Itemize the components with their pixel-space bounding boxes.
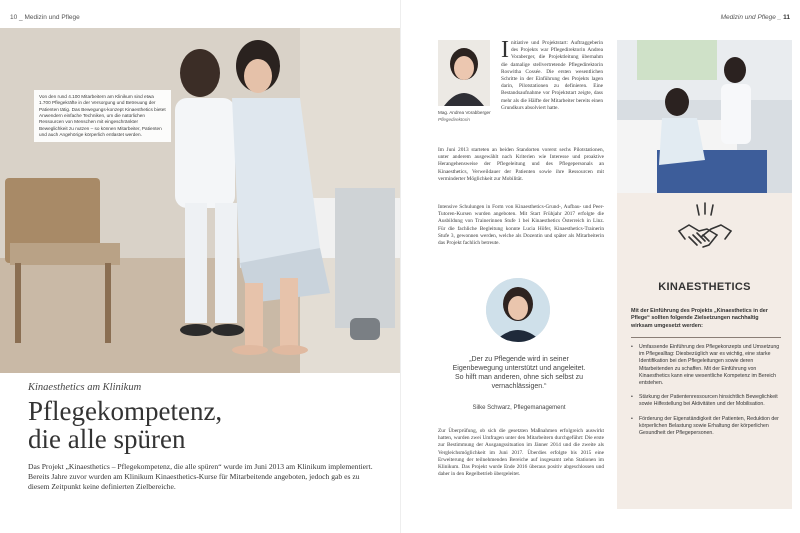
handshake-icon bbox=[677, 201, 733, 261]
goal-item: • Umfassende Einführung des Pflegekonzepts und Umsetzung im Pflegealltag: Diesbezüglich war es wichtig, eine starke Identifikation bei den Pflegeleitungen sowie deren Mitarbeitenden zu schaffen. Mit der Einführung von Kinaesthetics kann eine wesentliche Kompetenz im Bereich entstehen. bbox=[631, 344, 781, 387]
page-number-right: 11 bbox=[783, 14, 790, 21]
info-box-divider bbox=[631, 337, 781, 338]
headline-line-2: die alle spüren bbox=[28, 424, 186, 454]
intro-text: nitiative und Projektstart: Auftraggeberin des Projekts war Pflegedirektorin Andrea Voraberger, die Projektleitung übernahm die damalige stellvertretende Pflegedirektorin Roswitha Cossée. Die ersten wesentlichen Schritte in der Einführung des Projekts lagen darin, Pilotstationen zu definieren. Eine Bestandsaufnahme vor Projektstart zeigte, dass mehr als die Hälfte der Mitarbeiter bereits einen Grundkurs absolviert hatte. bbox=[501, 40, 603, 111]
info-box bbox=[617, 193, 792, 509]
info-box-intro: Mit der Einführung des Projekts „Kinaesthetics in der Pflege“ sollten folgende Zielsetzungen nachhaltig wirksam umgesetzt werden: bbox=[631, 308, 768, 329]
pull-quote: „Der zu Pflegende wird in seiner Eigenbewegung unterstützt und angeleitet. So hilft man anderen, ohne sich selbst zu vernachlässigen.“ bbox=[452, 356, 586, 390]
goal-item: • Förderung der Eigenständigkeit der Patienten, Reduktion der körperlichen Belastung sowie Erhaltung der körperlichen Gesundheit der Pflegepersonen. bbox=[631, 416, 781, 438]
author-portrait bbox=[438, 40, 490, 106]
quote-attribution: Silke Schwarz, Pflegemanagement bbox=[472, 405, 566, 411]
headline bbox=[28, 397, 373, 453]
drop-cap: I bbox=[501, 37, 509, 63]
right-page bbox=[400, 0, 800, 533]
headline-line-1: Pflegekompetenz, bbox=[28, 396, 223, 426]
author-name: Mag. Andrea Vorabberger bbox=[438, 110, 491, 115]
section-label-right: Medizin und Pflege _ bbox=[720, 14, 782, 21]
body-paragraph-2: Im Juni 2013 starteten an beiden Standorten vorerst sechs Pilotstationen, unter anderem ausgewählt nach Kriterien wie Interesse und proaktive Herangehensweise der Pflegeleitung und des Pflegepersonals an Kinaesthetics, Verweildauer der Patienten sowie ihre Ressourcen mit verminderter Möglichkeit zur Mobilität. bbox=[438, 147, 604, 182]
section-label-left: _ Medizin und Pflege bbox=[19, 14, 80, 21]
goal-list bbox=[631, 344, 781, 444]
page-number-left: 10 bbox=[10, 14, 18, 21]
body-paragraph-3: Intensive Schulungen in Form von Kinaesthetics-Grund-, Aufbau- und Peer-Tutoren-Kursen wurden angeboten. Mit Start Frühjahr 2017 erfolgte die Ausbildung von Trainerinnen Stufe 1 bei Kinaesthetics Österreich in Linz. Für die fachliche Begleitung konnte Lucia Höfer, Kinaesthetics-Trainerin Stufe 3, gewonnen werden, welche als Dozentin und später als Mitarbeiterin das Projekt fachlich betreute. bbox=[438, 204, 604, 247]
quote-portrait bbox=[486, 278, 550, 342]
care-photo bbox=[617, 40, 792, 193]
article-intro bbox=[28, 382, 373, 492]
body-paragraph-4: Zur Überprüfung, ob sich die gesetzten Maßnahmen erfolgreich auswirkt hatten, wurden zwei Umfragen unter den Mitarbeitern durchgeführt: Die erste zur Bestimmung der Ausgangssituation im Jänner 2014 und die zweite als Vergleichsmöglichkeit im Juni 2017. Überdies erfolgte bis 2015 eine Erweiterung der teilnehmenden Bereiche auf insgesamt zehn Stationen im Klinikum. Das Projekt wurde Ende 2016 überaus positiv abgeschlossen und daher in den Regelbetrieb übergeleitet. bbox=[438, 428, 604, 478]
photo-caption-note: Von den rund 4.100 Mitarbeitern am Klinikum sind etwa 1.700 Pflegekräfte in der Versorgung und Betreuung der Patienten tätig. Das Bewegungs-konzept Kinaesthetics bietet Anwendern einfache Techniken, um die natürlichen Ressourcen von Menschen mit eingeschränkter Beweglichkeit zu nutzen – so können Mitarbeiter, Patienten und auch Angehörige körperlich entlastet werden. bbox=[34, 90, 171, 142]
kicker: Kinaesthetics am Klinikum bbox=[28, 382, 142, 393]
info-box-title: KINAESTHETICS bbox=[658, 281, 751, 293]
hero-photo bbox=[0, 28, 400, 373]
intro-paragraph bbox=[501, 37, 603, 112]
folio-left bbox=[10, 14, 80, 21]
author-role: Pflegedirektorin bbox=[438, 116, 470, 122]
folio-right bbox=[721, 14, 790, 21]
goal-item: • Stärkung der Patientenressourcen hinsichtlich Beweglichkeit sowie Hilfestellung bei Aktivitäten und der Mobilisation. bbox=[631, 394, 781, 408]
author-caption bbox=[438, 110, 498, 123]
lead-paragraph: Das Projekt „Kinaesthetics – Pflegekompetenz, die alle spüren“ wurde im Juni 2013 am Klinikum implementiert. Bereits Jahre zuvor wurden am Klinikum Kinaesthetics-Kurse für Mitarbeitende angeboten, jedoch gab es zu diesem Zeitpunkt keine definierten Zielbereiche. bbox=[28, 462, 373, 491]
